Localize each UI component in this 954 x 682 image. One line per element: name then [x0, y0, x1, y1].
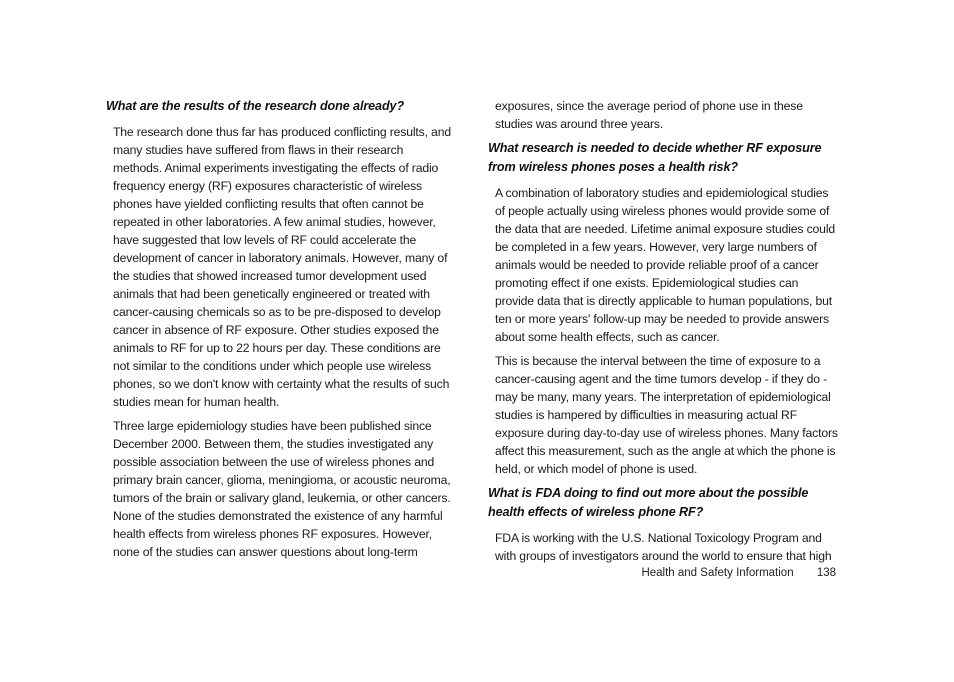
section-heading-research-results: What are the results of the research done already?	[106, 99, 405, 113]
footer-section-label: Health and Safety Information	[641, 567, 794, 579]
paragraph-fda-actions: FDA is working with the U.S. National Toxicology Program and with groups of investigators around the world to ensure that high	[495, 531, 832, 563]
paragraph-continuation: exposures, since the average period of phone use in these studies was around three years.	[495, 99, 803, 131]
paragraph-exposure-interval: This is because the interval between the time of exposure to a cancer-causing agent and the time tumors develop - if they do - may be many, many years. The interpretation of epidemiological studies is hampered by difficulties in measuring actual RF exposure during day-to-day use of wireless phones. Many factors affect this measurement, such as the angle at which the phone is held, or which model of phone is used.	[495, 354, 838, 476]
page-number: 138	[816, 567, 836, 579]
paragraph-research-needed: A combination of laboratory studies and epidemiological studies of people actually using wireless phones would provide some of the data that are needed. Lifetime animal exposure studies could be completed in a few years. However, very large numbers of animals would be needed to provide reliable proof of a cancer promoting effect if one exists. Epidemiological studies can provide data that is directly applicable to human populations, but ten or more years' follow-up may be needed to provide answers about some health effects, such as cancer.	[495, 186, 835, 344]
paragraph-epidemiology-studies: Three large epidemiology studies have been published since December 2000. Between them, the studies investigated any possible association between the use of wireless phones and primary brain cancer, glioma, meningioma, or acoustic neuroma, tumors of the brain or salivary gland, leukemia, or other cancers. None of the studies demonstrated the existence of any harmful health effects from wireless phones RF exposures. However, none of the studies can answer questions about long-term	[113, 419, 451, 559]
right-column	[488, 97, 838, 571]
paragraph-research-results: The research done thus far has produced conflicting results, and many studies have suffered from flaws in their research methods. Animal experiments investigating the effects of radio frequency energy (RF) exposures characteristic of wireless phones have yielded conflicting results that often cannot be repeated in other laboratories. A few animal studies, however, have suggested that low levels of RF could accelerate the development of cancer in laboratory animals. However, many of the studies that showed increased tumor development used animals that had been genetically engineered or treated with cancer-causing chemicals so as to be pre-disposed to develop cancer in absence of RF exposure. Other studies exposed the animals to RF for up to 22 hours per day. These conditions are not similar to the conditions under which people use wireless phones, so we don't know with certainty what the results of such studies mean for human health.	[113, 125, 451, 409]
section-heading-fda-actions: What is FDA doing to find out more about the possible health effects of wireless phone RF?	[488, 486, 809, 519]
page-footer	[641, 565, 836, 581]
left-column	[106, 97, 454, 567]
section-heading-research-needed: What research is needed to decide whether RF exposure from wireless phones poses a health risk?	[488, 141, 822, 174]
